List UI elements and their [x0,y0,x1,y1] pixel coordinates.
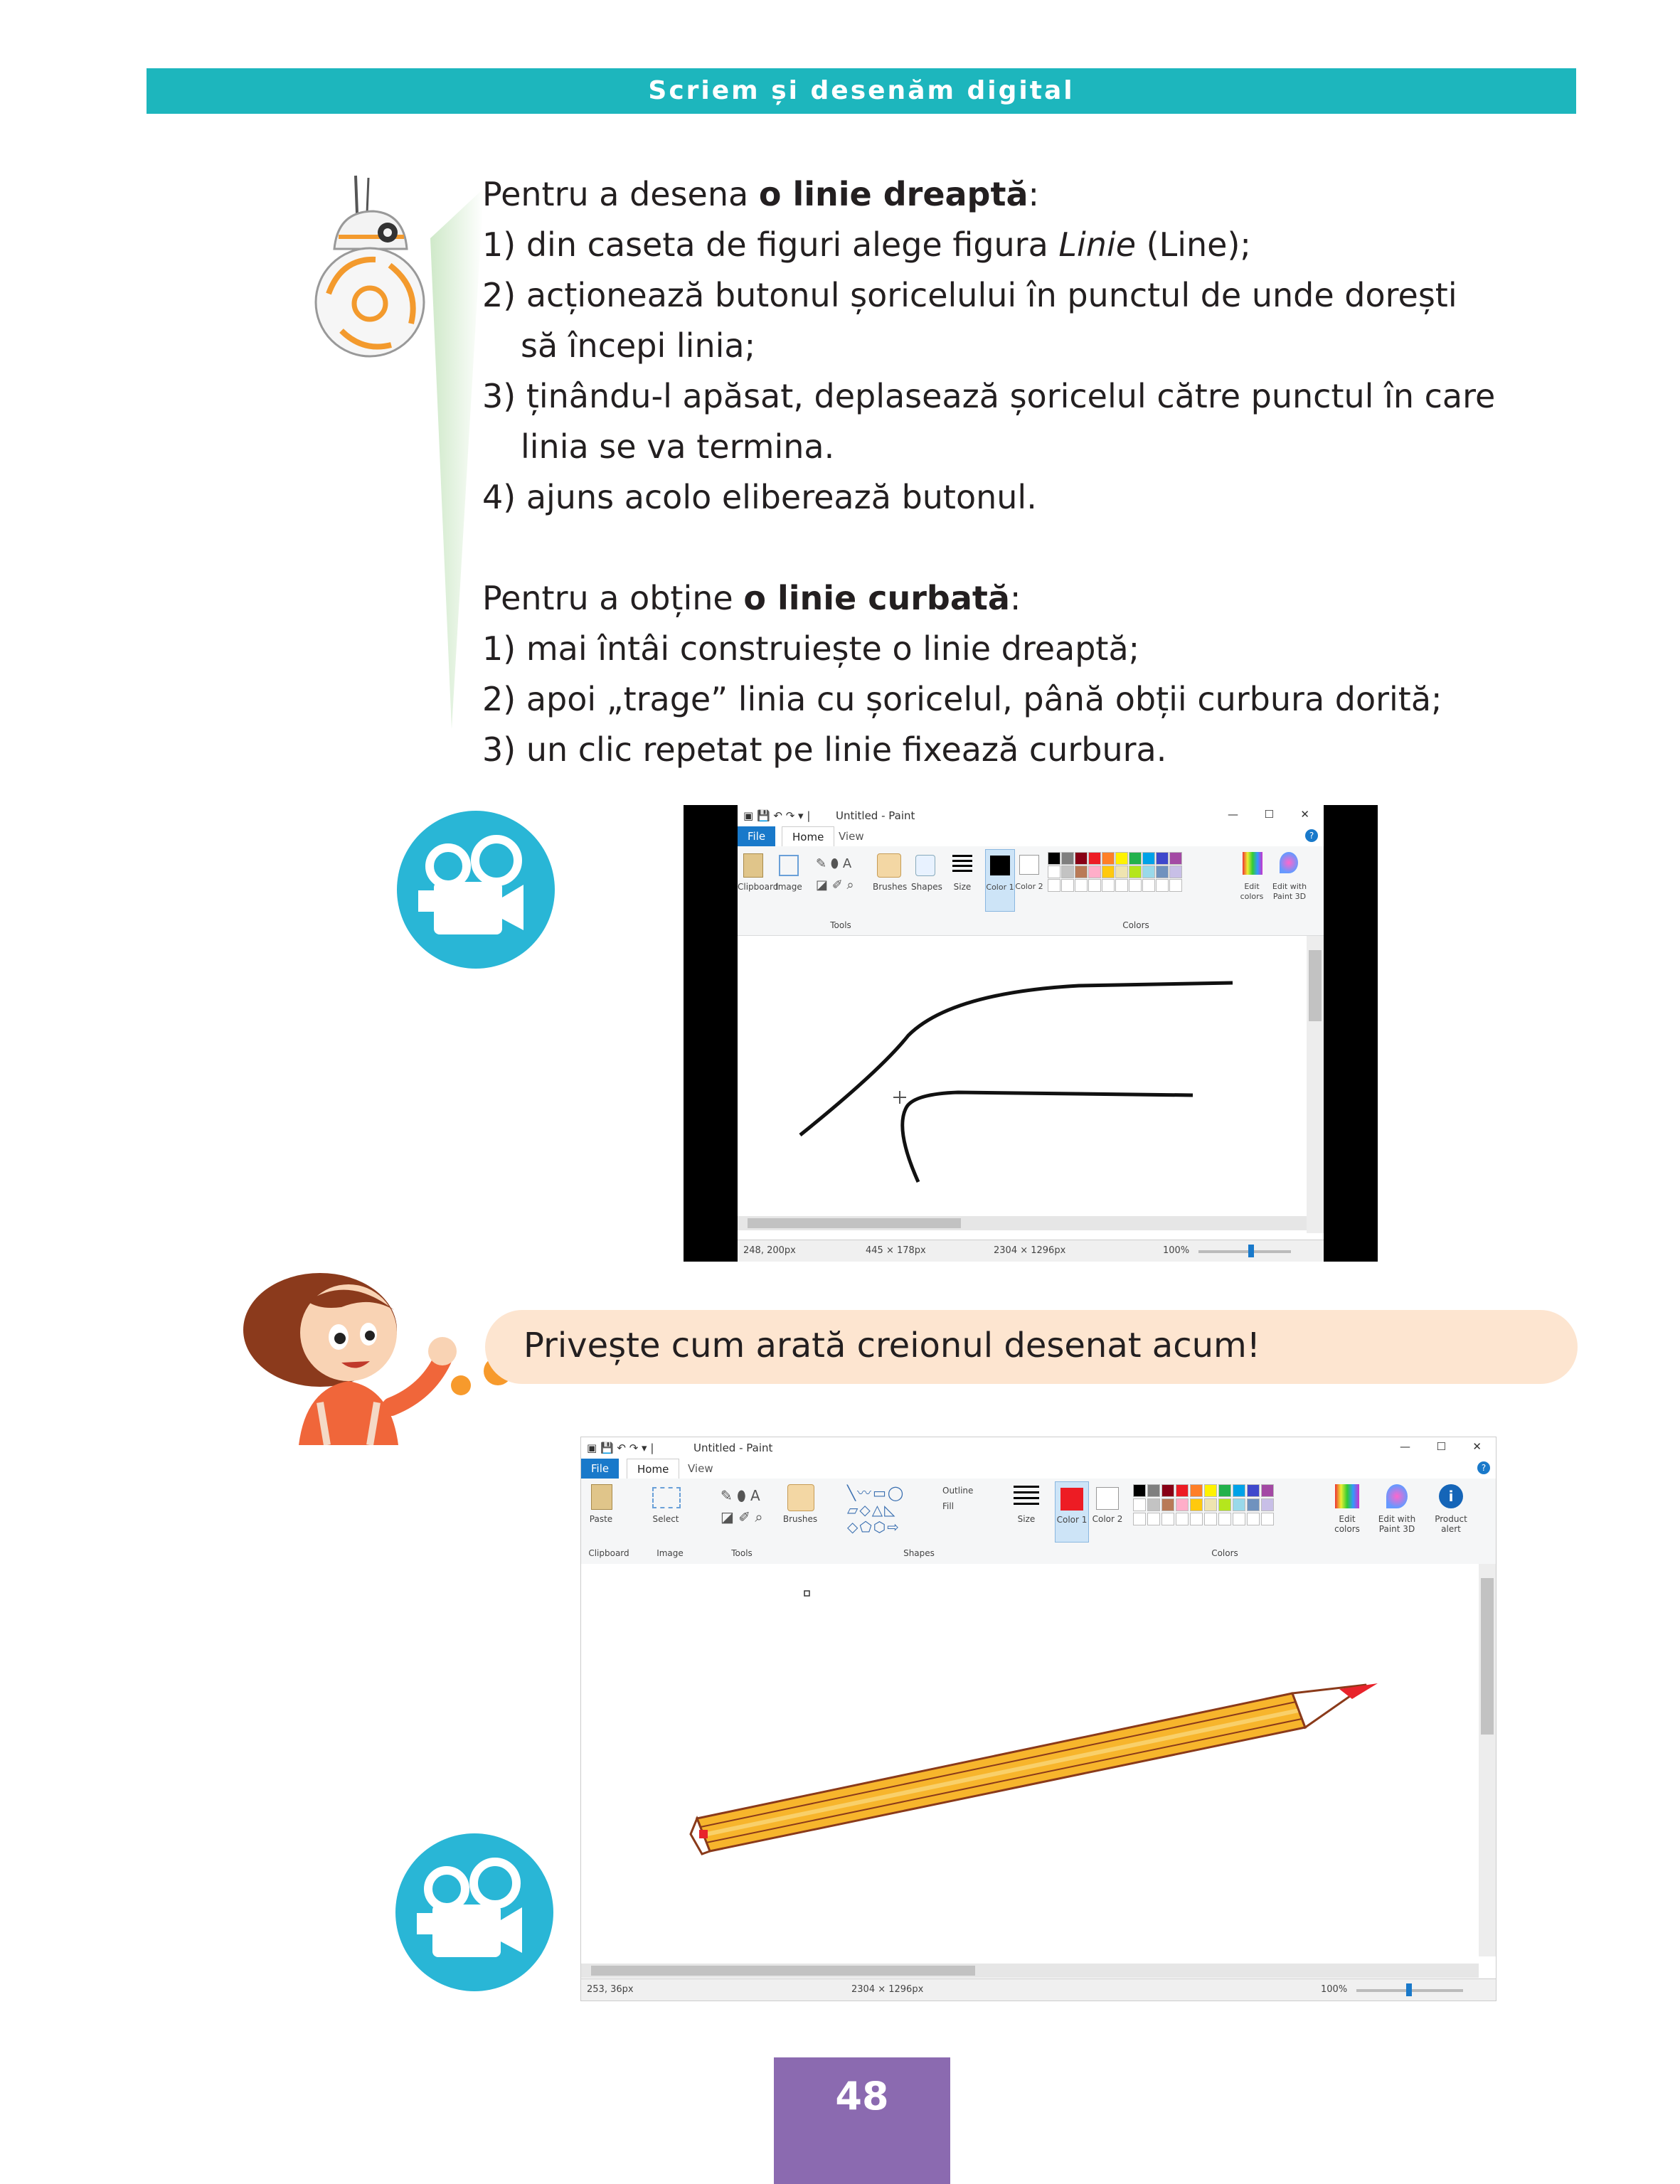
colors-group-label: Colors [1211,1548,1238,1558]
color1-label: Color 1 [1056,1515,1088,1525]
palette-swatch-empty[interactable] [1075,879,1088,892]
zoom-level: 100% [1163,1245,1190,1256]
brushes-label: Brushes [873,882,908,892]
palette-swatch[interactable] [1161,1498,1174,1511]
title-bar [738,805,1324,826]
palette-swatch[interactable] [1147,1498,1160,1511]
heading-text: Pentru a obține [482,579,744,617]
window-title: Untitled - Paint [836,809,915,822]
horizontal-scrollbar[interactable] [738,1216,1307,1230]
zoom-slider[interactable] [1198,1250,1291,1253]
heading-colon: : [1028,175,1040,213]
vertical-scrollbar[interactable] [1479,1564,1496,1956]
shapes-label: Shapes [911,882,942,892]
palette-swatch-empty[interactable] [1247,1513,1260,1525]
maximize-icon[interactable]: ☐ [1436,1440,1446,1453]
zoom-slider-thumb[interactable] [1248,1245,1254,1257]
speech-bubble-text: Privește cum arată creionul desenat acum! [523,1326,1261,1365]
canvas-drawing [581,1564,1479,1956]
zoom-level: 100% [1321,1984,1348,1995]
paint-window [738,805,1324,1262]
fill-label[interactable]: Fill [942,1501,955,1511]
color1-label: Color 1 [986,883,1014,892]
palette-swatch[interactable] [1218,1498,1231,1511]
size-label: Size [1017,1514,1036,1524]
ribbon-tabs [581,1459,1496,1479]
palette-swatch-empty[interactable] [1102,879,1115,892]
color2-label: Color 2 [1092,1514,1123,1524]
crosshair-cursor [893,1091,906,1104]
color1-button[interactable] [1055,1481,1089,1543]
canvas-size: 2304 × 1296px [851,1984,924,1995]
edit-colors-icon[interactable] [1243,852,1262,875]
bubble-dot-small [451,1375,471,1395]
palette-swatch-empty[interactable] [1176,1513,1189,1525]
chapter-header: Scriem și desenăm digital [147,68,1576,114]
palette-swatch-empty[interactable] [1218,1513,1231,1525]
outline-label[interactable]: Outline [942,1486,974,1496]
drawing-canvas[interactable] [581,1564,1479,1956]
heading-bold: o linie curbată [743,579,1010,617]
step-text: 1) din caseta de figuri alege figura [482,225,1059,264]
palette-swatch[interactable] [1176,1484,1189,1497]
ribbon [581,1479,1496,1565]
palette-swatch[interactable] [1156,865,1169,878]
palette-swatch-empty[interactable] [1169,879,1182,892]
canvas-drawing [738,936,1307,1233]
paste-label: Paste [589,1514,613,1524]
palette-swatch[interactable] [1147,1484,1160,1497]
palette-swatch-empty[interactable] [1161,1513,1174,1525]
color2-button[interactable] [1019,855,1039,875]
paint3d-label: Edit with Paint 3D [1378,1514,1416,1534]
palette-swatch[interactable] [1142,865,1155,878]
paint3d-icon[interactable] [1386,1484,1408,1508]
image-label: Image [775,882,802,892]
palette-swatch[interactable] [1156,852,1169,865]
cursor-position: 253, 36px [587,1984,634,1995]
color1-swatch [1060,1488,1083,1511]
status-bar [738,1240,1324,1262]
help-icon[interactable]: ? [1305,829,1318,842]
tab-file[interactable]: File [738,826,775,846]
step-item: 4) ajuns acolo eliberează butonul. [482,478,1037,516]
long-curved-line [800,983,1233,1135]
title-bar [581,1437,1496,1459]
horizontal-scrollbar[interactable] [581,1964,1479,1978]
palette-swatch[interactable] [1133,1498,1146,1511]
palette-swatch[interactable] [1102,865,1115,878]
ribbon-tabs [738,826,1324,847]
palette-swatch[interactable] [1218,1484,1231,1497]
palette-swatch[interactable] [1261,1498,1274,1511]
palette-swatch[interactable] [1048,852,1060,865]
palette-swatch[interactable] [1088,852,1101,865]
color1-swatch [990,856,1010,875]
palette-swatch-empty[interactable] [1233,1513,1245,1525]
shapes-gallery[interactable]: ╲〰▭◯ ▱◇△◺ ◇⬠⬡⇨ [847,1484,905,1535]
palette-swatch[interactable] [1204,1484,1217,1497]
tools-icons[interactable]: ✎ ⬮ A [721,1487,760,1504]
edit-colors-label: Edit colors [1334,1514,1360,1534]
zoom-slider-thumb[interactable] [1406,1983,1412,1996]
edit-colors-icon[interactable] [1335,1484,1359,1508]
palette-swatch[interactable] [1204,1498,1217,1511]
instructions-text [482,169,1578,775]
palette-swatch[interactable] [1075,852,1088,865]
step-item: 1) mai întâi construiește o linie dreaptă; [482,629,1140,668]
palette-swatch-empty[interactable] [1190,1513,1203,1525]
palette-swatch-empty[interactable] [1048,879,1060,892]
palette-swatch[interactable] [1115,865,1128,878]
palette-swatch[interactable] [1233,1498,1245,1511]
palette-swatch[interactable] [1169,852,1182,865]
step-item: linia se va termina. [521,427,835,466]
maximize-icon[interactable]: ☐ [1264,808,1274,821]
heading-bold: o linie dreaptă [758,175,1028,213]
palette-swatch[interactable] [1129,852,1142,865]
close-icon[interactable]: ✕ [1300,808,1309,821]
palette-swatch-empty[interactable] [1133,1513,1146,1525]
close-icon[interactable]: ✕ [1472,1440,1482,1453]
palette-swatch[interactable] [1048,865,1060,878]
status-bar [581,1978,1496,2001]
palette-swatch[interactable] [1088,865,1101,878]
tools-icons-row2[interactable]: ◪ ✐ ⌕ [721,1508,763,1525]
minimize-icon[interactable]: — [1400,1440,1410,1453]
tab-file[interactable]: File [581,1459,619,1479]
help-icon[interactable]: ? [1477,1461,1490,1474]
palette-swatch[interactable] [1247,1484,1260,1497]
palette-swatch-empty[interactable] [1088,879,1101,892]
light-beam-decoration [423,188,487,729]
step-item: 2) apoi „trage” linia cu șoricelul, până obții curbura dorită; [482,680,1442,718]
palette-swatch[interactable] [1247,1498,1260,1511]
palette-swatch-empty[interactable] [1156,879,1169,892]
video-projector-icon[interactable] [397,811,555,969]
tools-group-label: Tools [731,1548,753,1558]
palette-swatch[interactable] [1190,1498,1203,1511]
size-label: Size [953,882,972,892]
pencil-end-lead [699,1830,708,1838]
tab-view[interactable]: View [688,1462,713,1475]
color1-button[interactable] [985,849,1015,912]
tab-view[interactable]: View [839,830,864,843]
select-icon[interactable] [652,1487,681,1508]
palette-swatch[interactable] [1102,852,1115,865]
paint3d-label: Edit with Paint 3D [1272,882,1307,901]
palette-swatch-empty[interactable] [1142,879,1155,892]
video-projector-icon[interactable] [395,1833,553,1991]
page-number: 48 [774,2057,950,2184]
color-palette[interactable] [1133,1484,1332,1530]
short-curved-line [903,1092,1193,1182]
paste-icon[interactable] [591,1484,612,1510]
palette-swatch-empty[interactable] [1147,1513,1160,1525]
heading-colon: : [1009,579,1021,617]
palette-swatch[interactable] [1261,1484,1274,1497]
colors-label: Colors [1122,920,1149,930]
minimize-icon[interactable]: — [1228,808,1238,821]
brushes-icon[interactable] [877,853,901,878]
palette-swatch[interactable] [1133,1484,1146,1497]
image-group-label: Image [656,1548,684,1558]
clipboard-label: Clipboard [738,882,779,892]
palette-swatch[interactable] [1129,865,1142,878]
girl-character-illustration [242,1267,477,1445]
palette-swatch[interactable] [1075,865,1088,878]
image-select-icon[interactable] [779,855,799,876]
product-alert-label: Product alert [1435,1514,1467,1534]
canvas-size: 2304 × 1296px [994,1245,1066,1256]
paint-screenshot-pencil [580,1437,1496,2001]
step-item: să începi linia; [521,326,756,365]
resize-handle [804,1591,809,1596]
tab-home[interactable]: Home [782,826,834,847]
palette-swatch-empty[interactable] [1129,879,1142,892]
straight-line-heading [482,169,1578,220]
brushes-icon[interactable] [787,1484,814,1511]
ribbon [738,846,1324,936]
tools-icons[interactable]: ✎ ⬮ A [816,856,852,871]
color2-label: Color 2 [1015,882,1043,891]
clipboard-group-label: Clipboard [588,1548,629,1558]
info-icon[interactable]: i [1439,1484,1463,1508]
palette-swatch[interactable] [1176,1498,1189,1511]
palette-swatch[interactable] [1190,1484,1203,1497]
brushes-label: Brushes [782,1514,818,1524]
select-label: Select [652,1514,679,1524]
cursor-position: 248, 200px [743,1245,796,1256]
quick-access-toolbar[interactable]: ▣ 💾 ↶ ↷ ▾ | [587,1442,654,1454]
tools-label: Tools [830,920,851,930]
palette-swatch[interactable] [1061,852,1074,865]
palette-swatch-empty[interactable] [1261,1513,1274,1525]
shapes-icon[interactable] [915,855,935,876]
selection-size: 445 × 178px [866,1245,926,1256]
palette-swatch[interactable] [1161,1484,1174,1497]
paint3d-icon[interactable] [1280,852,1298,873]
edit-colors-label: Edit colors [1240,882,1264,901]
heading-text: Pentru a desena [482,175,759,213]
clipboard-icon[interactable] [743,853,763,878]
palette-swatch[interactable] [1061,865,1074,878]
color-palette[interactable] [1048,852,1240,895]
palette-swatch[interactable] [1142,852,1155,865]
paint-screenshot-straight-curve [684,805,1378,1262]
palette-swatch-empty[interactable] [1061,879,1074,892]
drawing-canvas[interactable] [738,936,1307,1233]
palette-swatch[interactable] [1233,1484,1245,1497]
size-icon[interactable] [952,855,972,875]
size-icon[interactable] [1014,1486,1039,1508]
step-item: 3) ținându-l apăsat, deplasează șoricelul către punctul în care [482,377,1496,415]
palette-swatch[interactable] [1115,852,1128,865]
step-item [482,220,1578,270]
step-item: 3) un clic repetat pe linie fixează curbura. [482,730,1167,769]
step-item: 2) acționează butonul șoricelului în punctul de unde dorești [482,276,1457,314]
palette-swatch[interactable] [1169,865,1182,878]
vertical-scrollbar[interactable] [1307,936,1324,1233]
palette-swatch-empty[interactable] [1115,879,1128,892]
robot-mascot-illustration [313,174,427,366]
palette-swatch-empty[interactable] [1204,1513,1217,1525]
tools-icons-row2[interactable]: ◪ ✐ ⌕ [816,878,854,893]
curved-line-heading [482,573,1578,624]
step-text: (Line); [1136,225,1251,264]
quick-access-toolbar[interactable]: ▣ 💾 ↶ ↷ ▾ | [743,809,811,822]
tab-home[interactable]: Home [627,1459,679,1479]
window-title: Untitled - Paint [693,1442,773,1454]
shapes-group-label: Shapes [903,1548,935,1558]
step-emphasis: Linie [1058,225,1137,264]
color2-button[interactable] [1096,1487,1119,1510]
